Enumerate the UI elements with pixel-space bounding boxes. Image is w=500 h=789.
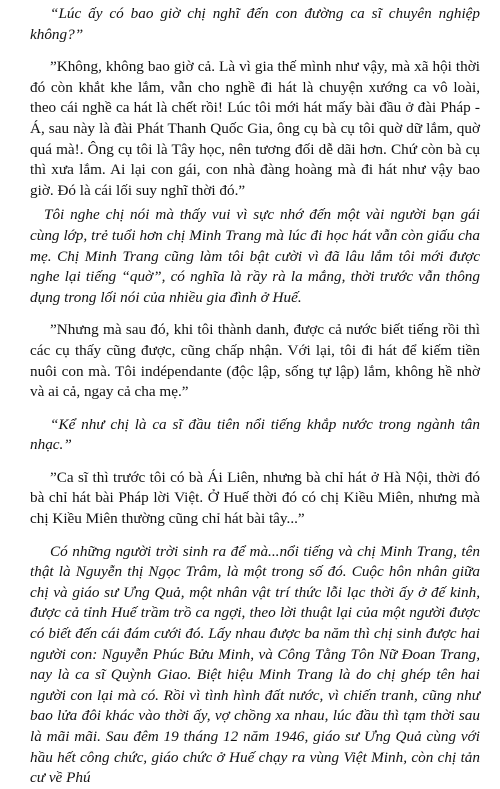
interviewer-question-career: “Lúc ấy có bao giờ chị nghĩ đến con đường ca sĩ chuyên nghiệp không?”: [30, 5, 480, 43]
answer-later-fame: ”Nhưng mà sau đó, khi tôi thành danh, được cả nước biết tiếng rồi thì các cụ thấy cũng được, cũng chấp nhận. Với lại, tôi đi hát để kiếm tiền nuôi con mà. Tôi indépendante (độc lập, sống tự lập) lắm, không hề nhờ và ai cả, ngay cả cha mẹ.”: [30, 321, 480, 401]
narrator-commentary-que: Tôi nghe chị nói mà thấy vui vì sực nhớ đến một vài người bạn gái cùng lớp, trẻ tuổi hơn chị Minh Trang mà lúc đi học hát vẫn còn giấu cha mẹ. Chị Minh Trang cũng làm tôi bật cười vì đã lâu lắm tôi mới được nghe lại tiếng “quờ”, có nghĩa là rầy rà la mắng, thời trước vẫn thông dụng trong lối nói của nhiều gia đình ở Huế.: [30, 206, 480, 306]
answer-ai-lien-kieu-mien: ”Ca sĩ thì trước tôi có bà Ái Liên, nhưng bà chỉ hát ở Hà Nội, thời đó bà chỉ hát bài Pháp lời Việt. Ở Huế thời đó có chị Kiều Miên, nhưng mà chị Kiều Miên thường cũng chỉ hát bài tây...”: [30, 468, 480, 528]
answer-no-never: ”Không, không bao giờ cả. Là vì gia thế mình như vậy, mà xã hội thời đó còn khắt khe lắm, vẫn cho nghề đi hát là chuyện xướng ca vô loài, theo cái nghề ca hát là chết rồi! Lúc tôi mới hát mấy bài đầu ở đài Pháp - Á, sau này là đài Phát Thanh Quốc Gia, ông cụ bà cụ tôi quờ dữ lắm, quờ quá mà!. Ông cụ tôi là Tây học, nên tương đối dễ dãi hơn. Chứ còn bà cụ thì xưa lắm. Ai lại con gái, con nhà đàng hoàng mà đi hát như vậy bao giờ. Đó là cái lối suy nghĩ thời đó.”: [30, 58, 480, 199]
interviewer-question-first-singer: “Kể như chị là ca sĩ đầu tiên nổi tiếng khắp nước trong ngành tân nhạc.”: [30, 415, 480, 454]
narrator-biography: Có những người trời sinh ra để mà...nổi tiếng và chị Minh Trang, tên thật là Nguyễn thị Ngọc Trâm, là một trong số đó. Cuộc hôn nhân giữa chị và giáo sư Ưng Quả, một nhân vật trí thức lỗi lạc thời ấy ở đế kinh, được cả tỉnh Huế trầm trồ ca ngợi, theo lời thuật lại của một người được có biết đến cái đám cưới đó. Lấy nhau được ba năm thì chị sinh được hai người con: Nguyễn Phúc Bửu Minh, và Công Tằng Tôn Nữ Đoan Trang, nay là ca sĩ Quỳnh Giao. Biệt hiệu Minh Trang là do chị ghép tên hai người con lại mà có. Rồi vì tình hình đất nước, vì chiến tranh, cũng như bao lửa đôi khác vào thời ấy, vợ chồng xa nhau, lúc đầu thì tạm thời sau là mãi mãi. Sau đêm 19 tháng 12 năm 1946, giáo sư Ưng Quả cùng với hầu hết công chức, giáo chức ở Huế chạy ra vùng Việt Minh, còn chị tản cư về Phú: [30, 542, 480, 787]
